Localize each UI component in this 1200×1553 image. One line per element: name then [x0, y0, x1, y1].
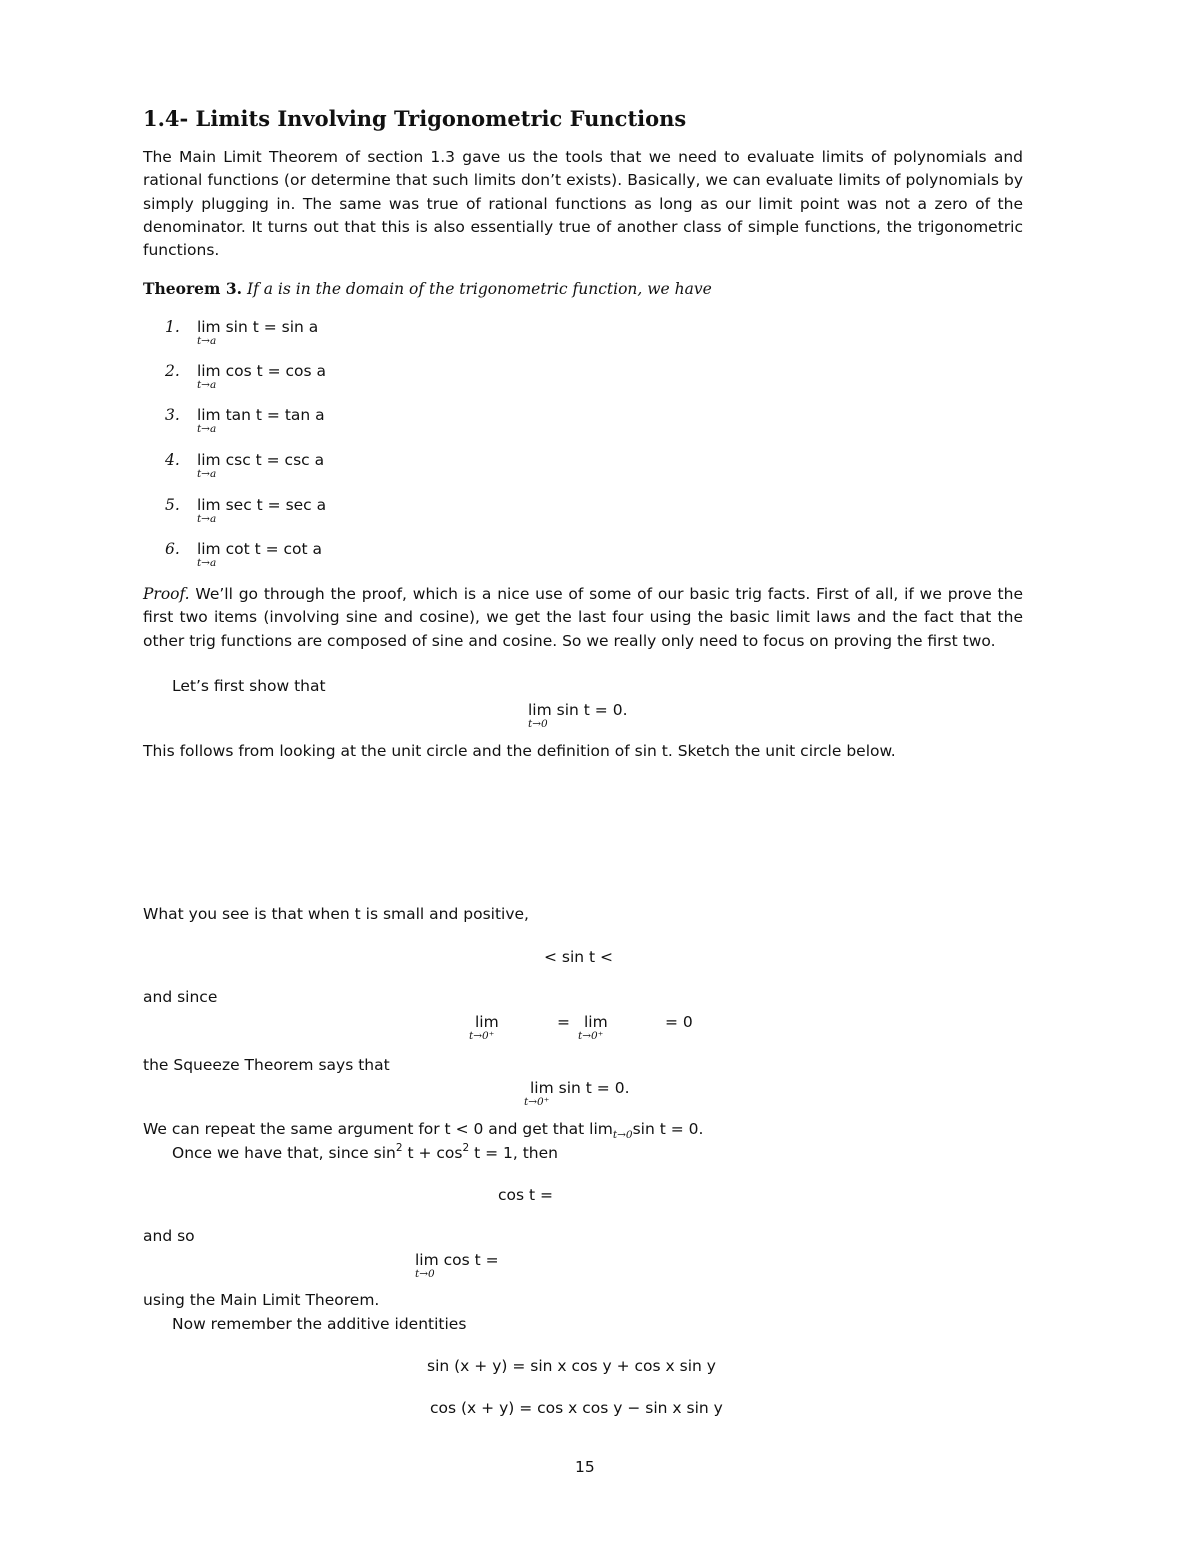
- what-you-see-text: What you see is that when t is small and positive,: [143, 905, 529, 923]
- intro-paragraph: The Main Limit Theorem of section 1.3 gave us the tools that we need to evaluate limits of polynomials and rational functions (or determine that such limits don’t exists). Basically, we can evaluate limits of polynomials by simply plugging in. The same was true of rational functions as long as our limit point was not a zero of the denominator. It turns out that this is also essentially true of another class of simple functions, the trigonometric functions.: [143, 148, 1023, 260]
- cos-equation: cos t =: [498, 1186, 553, 1204]
- squeeze-says-text: the Squeeze Theorem says that: [143, 1056, 390, 1074]
- sketch-area: [143, 770, 1023, 890]
- limit-operator: lim t→a: [196, 406, 221, 435]
- using-theorem-text: using the Main Limit Theorem.: [143, 1291, 380, 1309]
- limit-operator: lim t→0⁺: [578, 1013, 608, 1042]
- proof-paragraph: [143, 583, 1023, 653]
- theorem-item-1: 1. lim t→a sin t = sin a: [165, 318, 319, 347]
- inequality: < sin t <: [544, 948, 614, 966]
- identity-cosine-sum: cos (x + y) = cos x cos y − sin x sin y: [430, 1399, 723, 1417]
- limit-operator: lim t→a: [196, 496, 221, 525]
- squeeze-limit-right: [578, 1013, 608, 1042]
- theorem-statement: [143, 279, 712, 298]
- section-title: 1.4- Limits Involving Trigonometric Functions: [143, 106, 687, 131]
- identity-sine-sum: sin (x + y) = sin x cos y + cos x sin y: [427, 1357, 716, 1375]
- theorem-item-4: 4. lim t→a csc t = csc a: [165, 451, 325, 480]
- limit-operator: lim t→a: [196, 451, 221, 480]
- squeeze-limit-left: [469, 1013, 499, 1042]
- limit-operator: lim t→a: [196, 540, 221, 569]
- and-since-text: and since: [143, 988, 218, 1006]
- equation-lim-sin-zero: lim t→0 sin t = 0.: [528, 701, 628, 730]
- limit-operator: lim t→a: [196, 362, 221, 391]
- equation-lim-sin-plus: lim t→0⁺ sin t = 0.: [524, 1079, 630, 1108]
- page-number: 15: [575, 1458, 595, 1476]
- theorem-item-5: 5. lim t→a sec t = sec a: [165, 496, 327, 525]
- proof-label: Proof.: [143, 585, 190, 603]
- lim-cos-equation: lim t→0 cos t =: [415, 1251, 499, 1280]
- theorem-item-2: 2. lim t→a cos t = cos a: [165, 362, 327, 391]
- remember-text: Now remember the additive identities: [172, 1315, 467, 1333]
- proof-text: We’ll go through the proof, which is a nice use of some of our basic trig facts. First of all, if we prove the first two items (involving sine and cosine), we get the last four using the basic limit laws and the fact that the other trig functions are composed of sine and cosine. So we really only need to focus on proving the first two.: [143, 585, 1023, 650]
- follows-text: This follows from looking at the unit circle and the definition of sin t. Sketch the unit circle below.: [143, 742, 896, 760]
- limit-operator: lim t→0⁺: [469, 1013, 499, 1042]
- theorem-item-3: 3. lim t→a tan t = tan a: [165, 406, 325, 435]
- theorem-text: If a is in the domain of the trigonometric function, we have: [246, 280, 712, 298]
- equals-sign: =: [557, 1013, 570, 1031]
- theorem-label: Theorem 3.: [143, 279, 243, 298]
- limit-operator: lim t→a: [196, 318, 221, 347]
- theorem-item-6: 6. lim t→a cot t = cot a: [165, 540, 323, 569]
- limit-operator: lim t→0: [528, 701, 552, 730]
- limit-operator: lim t→0: [415, 1251, 439, 1280]
- limit-operator: lim t→0⁺: [524, 1079, 554, 1108]
- equals-zero: = 0: [665, 1013, 693, 1031]
- and-so-text: and so: [143, 1227, 195, 1245]
- repeat-argument-text: We can repeat the same argument for t < 0 and get that $\lim_{t\to 0}\sin$ t = 0.: [143, 1120, 704, 1141]
- lets-first-show: Let’s first show that: [172, 677, 326, 695]
- once-we-have-text: Once we have that, since $\sin^2 t + \cos^2 t = 1$, then: [172, 1142, 558, 1162]
